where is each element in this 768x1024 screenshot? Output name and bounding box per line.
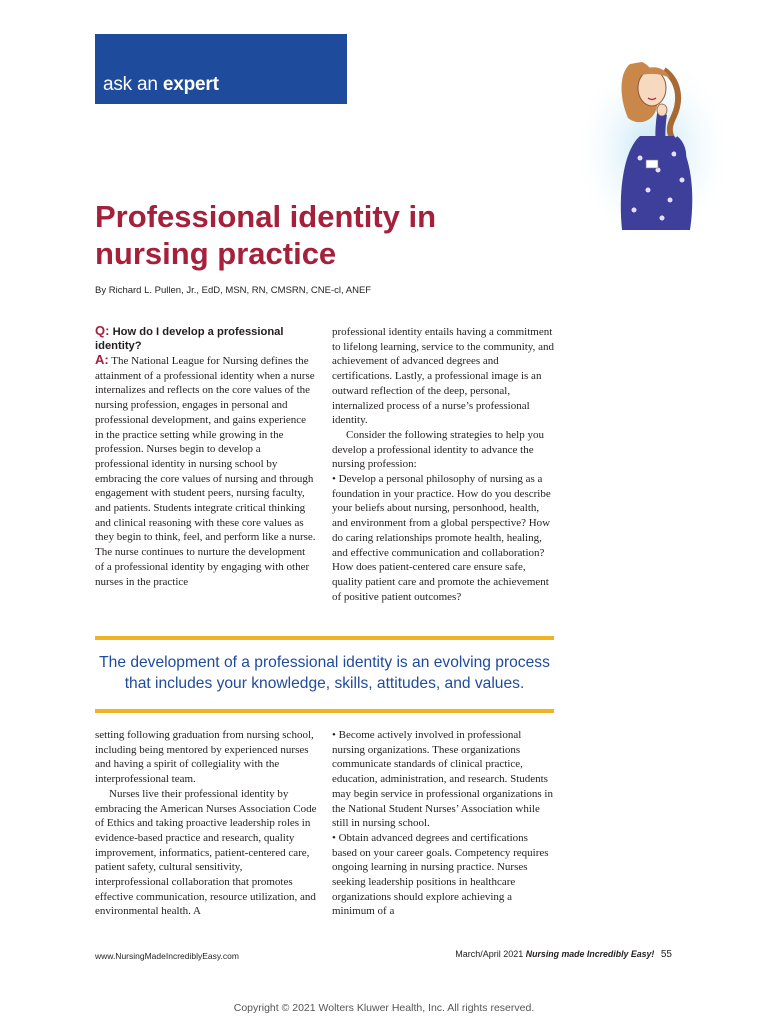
bullet-paragraph: • Become actively involved in professional nursing organizations. These organizations communicate standards of clinical practice, education, administration, and research. Students may begin service in professional organizations in the National Student Nurses’ Association while still in nursing school. [332,729,553,830]
question [95,324,317,353]
journal-name: Nursing made Incredibly Easy! [525,949,655,959]
bullet-paragraph: • Develop a personal philosophy of nursing as a foundation in your practice. How do you describe your beliefs about nursing, personhood, health, and environment from a global perspective? How do caring relationships promote health, healing, and effective communication and collaboration? How does patient-centered care ensure safe, quality patient care and promote the achievement of positive patient outcomes? [332,473,551,603]
banner-highlight: expert [162,74,219,95]
paragraph: Consider the following strategies to help you develop a professional identity to advance the nursing profession: [332,428,544,471]
column-left-bottom [95,728,317,919]
question-text: How do I develop a professional identity? [95,326,284,352]
paragraph: professional identity entails having a commitment to lifelong learning, service to the community, and achievement of advanced degrees and certifications. Lastly, a professional image is an outward reflection of the deep, personal, internalized process of a nurse’s professional identity. [332,326,554,427]
question-label: Q: [95,323,110,338]
answer-label: A: [95,352,109,367]
pullquote-rule-bottom [95,709,554,713]
answer-paragraph [95,353,317,589]
thinking-nurse-illustration [578,40,728,235]
copyright-notice: Copyright © 2021 Wolters Kluwer Health, Inc. All rights reserved. [233,1002,535,1014]
bullet-paragraph: • Obtain advanced degrees and certifications based on your career goals. Competency requires ongoing learning in nursing practice. Nurses seeking leadership positions in healthcare organizations should explore achieving a minimum of a [332,831,549,918]
issue-date: March/April 2021 [455,949,524,959]
section-banner [95,34,347,104]
column-right-bottom [332,728,554,919]
article-title: Professional identity in nursing practice [95,199,437,271]
column-right-top [332,325,554,604]
pullquote-rule-top [95,636,554,640]
banner-prefix: ask an [103,74,158,95]
page-number: 55 [660,949,672,960]
author-byline: By Richard L. Pullen, Jr., EdD, MSN, RN, CMSRN, CNE-cl, ANEF [95,285,372,296]
answer-text: The National League for Nursing defines the attainment of a professional identity when a nurse internalizes and reflects on the core values of the nursing profession, engages in personal and professional development, and gains experience in the practice setting while growing in the profession. Nurses begin to develop a professional identity in nursing school by embracing the core values of nursing and through engagement with student peers, nursing faculty, and patients. Students integrate critical thinking and clinical reasoning with these core values as they begin to think, feel, and perform like a nurse. The nurse continues to nurture the development of a professional identity by engaging with other nurses in the practice [95,355,316,588]
paragraph: setting following graduation from nursing school, including being mentored by experienced nurses and having a spirit of collegiality with the interprofessional team. [95,729,314,786]
banner-label [103,74,219,96]
footer-info [455,949,672,960]
pull-quote: The development of a professional identity is an evolving process that includes your knowledge, skills, attitudes, and values. [99,654,550,692]
paragraph: Nurses live their professional identity by embracing the American Nurses Association Code of Ethics and taking proactive leadership roles in evidence-based practice and research, quality improvement, informatics, patient-centered care, patient safety, cultural sensitivity, interprofessional collaboration that promotes effective communication, resource utilization, and environmental health. A [95,787,317,918]
footer-url: www.NursingMadeIncrediblyEasy.com [95,951,239,961]
column-left-top [95,324,317,589]
